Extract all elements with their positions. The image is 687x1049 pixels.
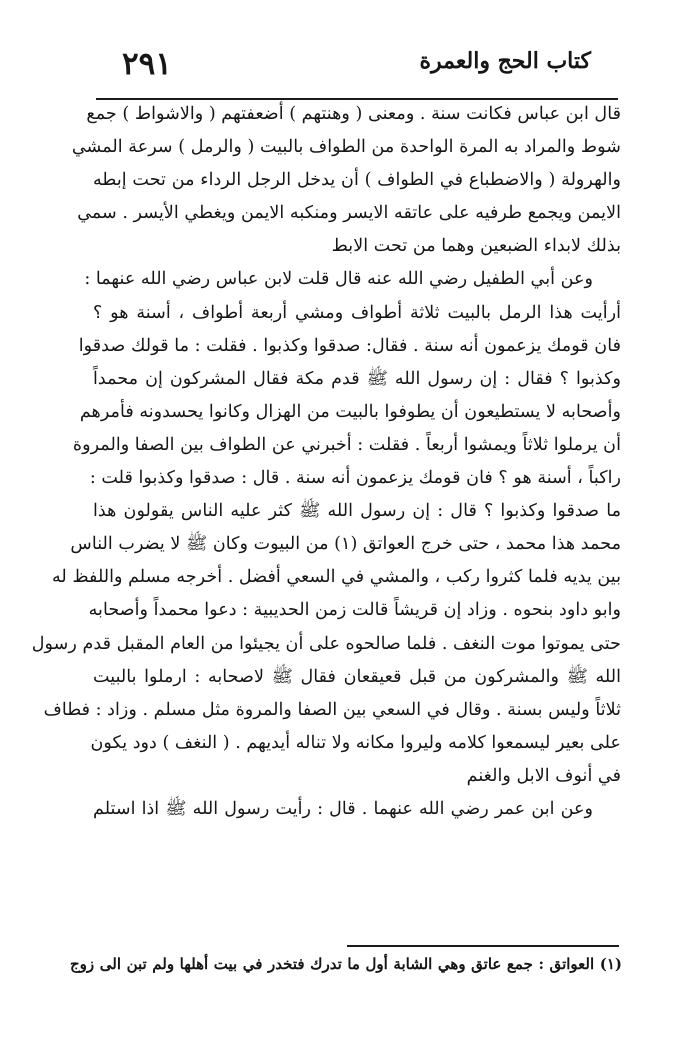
text-line: محمد هذا محمد ، حتى خرج العواتق (١) من البيوت وكان ﷺ لا يضرب الناس (70, 534, 621, 555)
text-line: والهرولة ( والاضطباع في الطواف ) أن يدخل الرجل الرداء من تحت إبطه (93, 170, 621, 191)
text-line: فان قومك يزعمون أنه سنة . فقال: صدقوا وكذبوا . فقلت : ما قولك صدقوا (78, 335, 621, 356)
text-line: ما صدقوا وكذبوا ؟ قال : إن رسول الله ﷺ كثر عليه الناس يقولون هذا (93, 501, 621, 522)
text-line: الله ﷺ والمشركون من قبل قعيقعان فقال ﷺ لاصحابه : ارملوا بالبيت (93, 666, 621, 687)
text-line: في أنوف الابل والغنم (466, 765, 621, 786)
text-line: وعن ابن عمر رضي الله عنهما . قال : رأيت رسول الله ﷺ اذا استلم (93, 798, 593, 819)
text-line: بذلك لابداء الضبعين وهما من تحت الابط (331, 236, 621, 257)
body-text (31, 98, 621, 826)
text-line: وابو داود بنحوه . وزاد إن قريشاً قالت زمن الحديبية : دعوا محمداً وأصحابه (88, 600, 621, 621)
book-title: كتاب الحج والعمرة (419, 48, 591, 74)
text-line: قال ابن عباس فكانت سنة . ومعنى ( وهنتهم ) أضعفتهم ( والاشواط ) جمع (86, 104, 621, 124)
text-line: شوط والمراد به المرة الواحدة من الطواف بالبيت ( والرمل ) سرعة المشي (71, 137, 621, 158)
text-line: وعن أبي الطفيل رضي الله عنه قال قلت لابن عباس رضي الله عنهما : (84, 269, 593, 290)
text-line: بين يديه فلما كثروا ركب ، والمشي في السعي أفضل . أخرجه مسلم واللفظ له (51, 567, 621, 588)
text-line: ثلاثاً وليس بسنة . وقال في السعي بين الصفا والمروة مثل مسلم . وزاد : فطاف (43, 699, 621, 720)
page-header (0, 26, 687, 90)
footnote: (١) العواتق : جمع عاتق وهي الشابة أول ما تدرك فتخدر في بيت أهلها ولم تبن الى زوج (70, 955, 622, 973)
text-line: على بعير ليسمعوا كلامه وليروا مكانه ولا تناله أيديهم . ( النغف ) دود يكون (90, 732, 621, 753)
footnote-rule (347, 945, 619, 947)
page-number: ٢٩١ (122, 46, 172, 82)
text-line: أرأيت هذا الرمل بالبيت ثلاثة أطواف ومشي أربعة أطواف ، أسنة هو ؟ (93, 302, 621, 323)
text-line: أن يرملوا ثلاثاً ويمشوا أربعاً . فقلت : أخبرني عن الطواف بين الصفا والمروة (72, 434, 621, 455)
text-line: حتى يموتوا موت النغف . فلما صالحوه على أن يجيئوا من العام المقبل قدم رسول (31, 633, 621, 654)
text-line: وأصحابه لا يستطيعون أن يطوفوا بالبيت من الهزال وكانوا يحسدونه فأمرهم (79, 401, 621, 422)
text-line: راكباً ، أسنة هو ؟ فان قومك يزعمون أنه سنة . قال : صدقوا وكذبوا قلت : (89, 468, 621, 489)
text-line: الايمن ويجمع طرفيه على عاتقه الايسر ومنكبه الايمن ويغطي الأيسر . سمي (77, 203, 621, 224)
text-line: وكذبوا ؟ فقال : إن رسول الله ﷺ قدم مكة فقال المشركون إن محمداً (93, 368, 621, 389)
